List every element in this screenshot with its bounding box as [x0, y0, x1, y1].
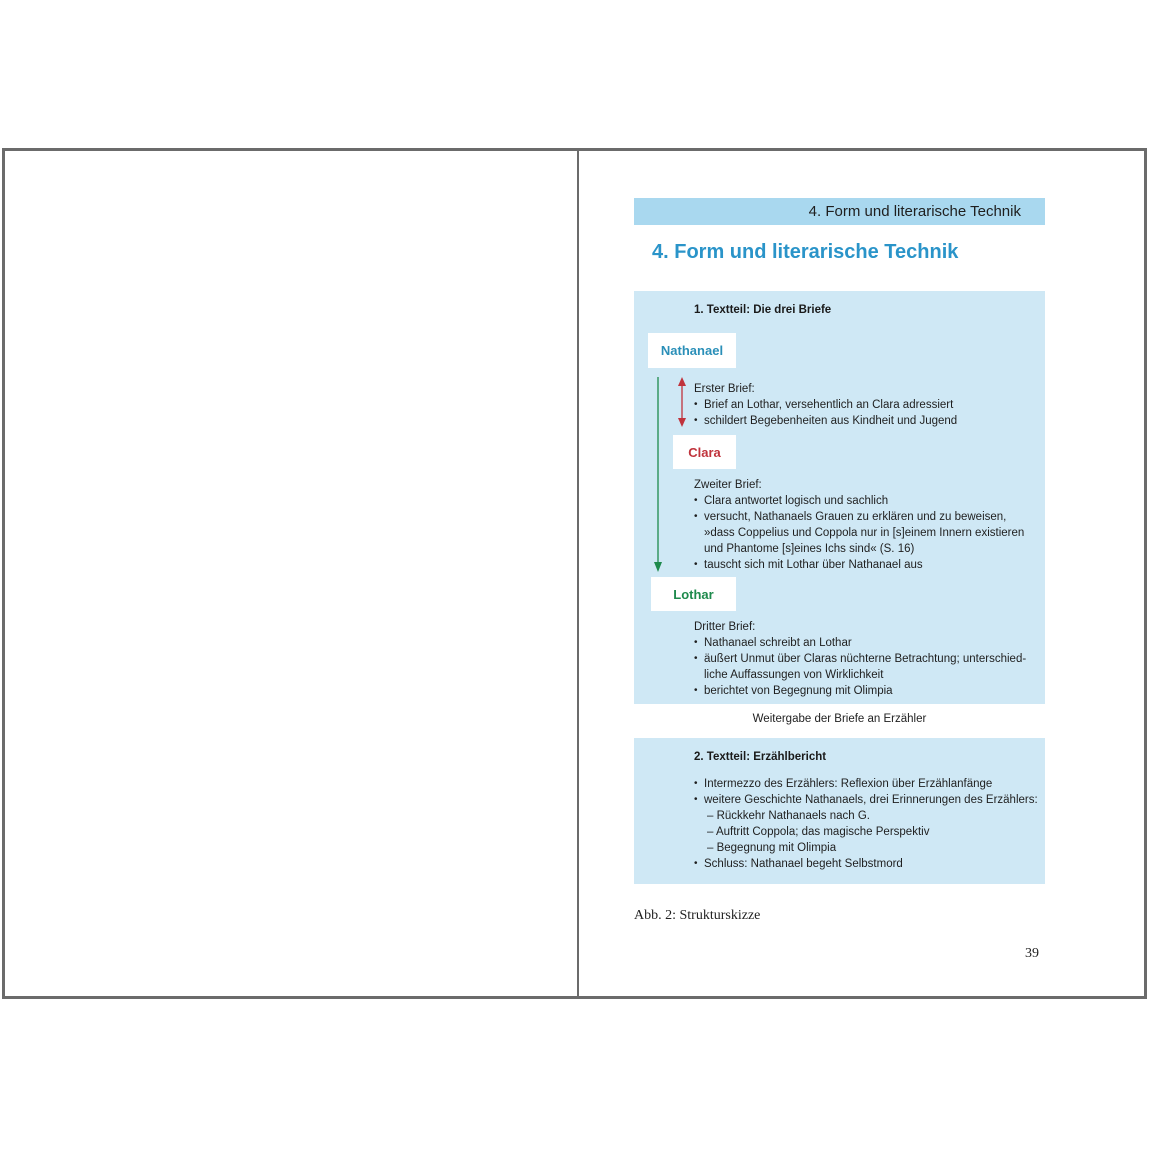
letter3-item: • berichtet von Begegnung mit Olimpia	[694, 683, 1039, 699]
letter1-item: • Brief an Lothar, versehentlich an Clara adressiert	[694, 397, 994, 413]
part2-final-item: • Schluss: Nathanael begeht Selbstmord	[694, 856, 1039, 872]
chapter-title: 4. Form und literarische Technik	[652, 241, 959, 263]
running-head: 4. Form und literarische Technik	[634, 198, 1045, 225]
clara-box: Clara	[673, 435, 736, 469]
letter2-block	[694, 477, 1039, 573]
book-spine	[577, 151, 579, 996]
part2-heading: 2. Textteil: Erzählbericht	[694, 751, 827, 763]
part1-heading: 1. Textteil: Die drei Briefe	[694, 304, 832, 316]
part2-panel	[634, 738, 1045, 884]
handover-label: Weitergabe der Briefe an Erzähler	[752, 713, 927, 725]
letter2-item: • tauscht sich mit Lothar über Nathanael aus	[694, 557, 1039, 573]
part2-item: • weitere Geschichte Nathanaels, drei Erinnerungen des Erzählers:	[694, 792, 1039, 808]
red-arrow-head-down	[678, 418, 686, 427]
letter3-item: • Nathanael schreibt an Lothar	[694, 635, 1039, 651]
letter2-title: Zweiter Brief:	[694, 479, 762, 491]
book-spread	[2, 148, 1147, 999]
nathanael-box: Nathanael	[648, 333, 736, 368]
green-arrow-head-down	[654, 562, 662, 572]
right-page	[580, 151, 1144, 996]
part2-list	[694, 776, 1039, 872]
red-arrow-head-up	[678, 377, 686, 386]
part1-panel	[634, 291, 1045, 704]
letter3-item: • äußert Unmut über Claras nüchterne Betrachtung; unterschied-liche Auffassungen von Wirklichkeit	[694, 651, 1039, 683]
page-number: 39	[1025, 946, 1039, 961]
letter2-item: • Clara antwortet logisch und sachlich	[694, 493, 1039, 509]
lothar-box: Lothar	[651, 577, 736, 611]
part2-subitem: – Rückkehr Nathanaels nach G.	[707, 810, 871, 822]
part2-subitem: – Auftritt Coppola; das magische Perspektiv	[707, 826, 930, 838]
letter1-block	[694, 381, 994, 429]
letter1-title: Erster Brief:	[694, 383, 755, 395]
letter2-item: • versucht, Nathanaels Grauen zu erklären und zu beweisen, »dass Coppelius und Coppola nur in [s]einem Innern existieren und Phantome [s]eines Ichs sind« (S. 16)	[694, 509, 1039, 557]
part2-subitem: – Begegnung mit Olimpia	[707, 842, 837, 854]
letter1-item: • schildert Begebenheiten aus Kindheit und Jugend	[694, 413, 994, 429]
letter3-block	[694, 619, 1039, 699]
figure-caption: Abb. 2: Strukturskizze	[634, 908, 761, 923]
part2-item: • Intermezzo des Erzählers: Reflexion über Erzählanfänge	[694, 776, 1039, 792]
letter3-title: Dritter Brief:	[694, 621, 756, 633]
